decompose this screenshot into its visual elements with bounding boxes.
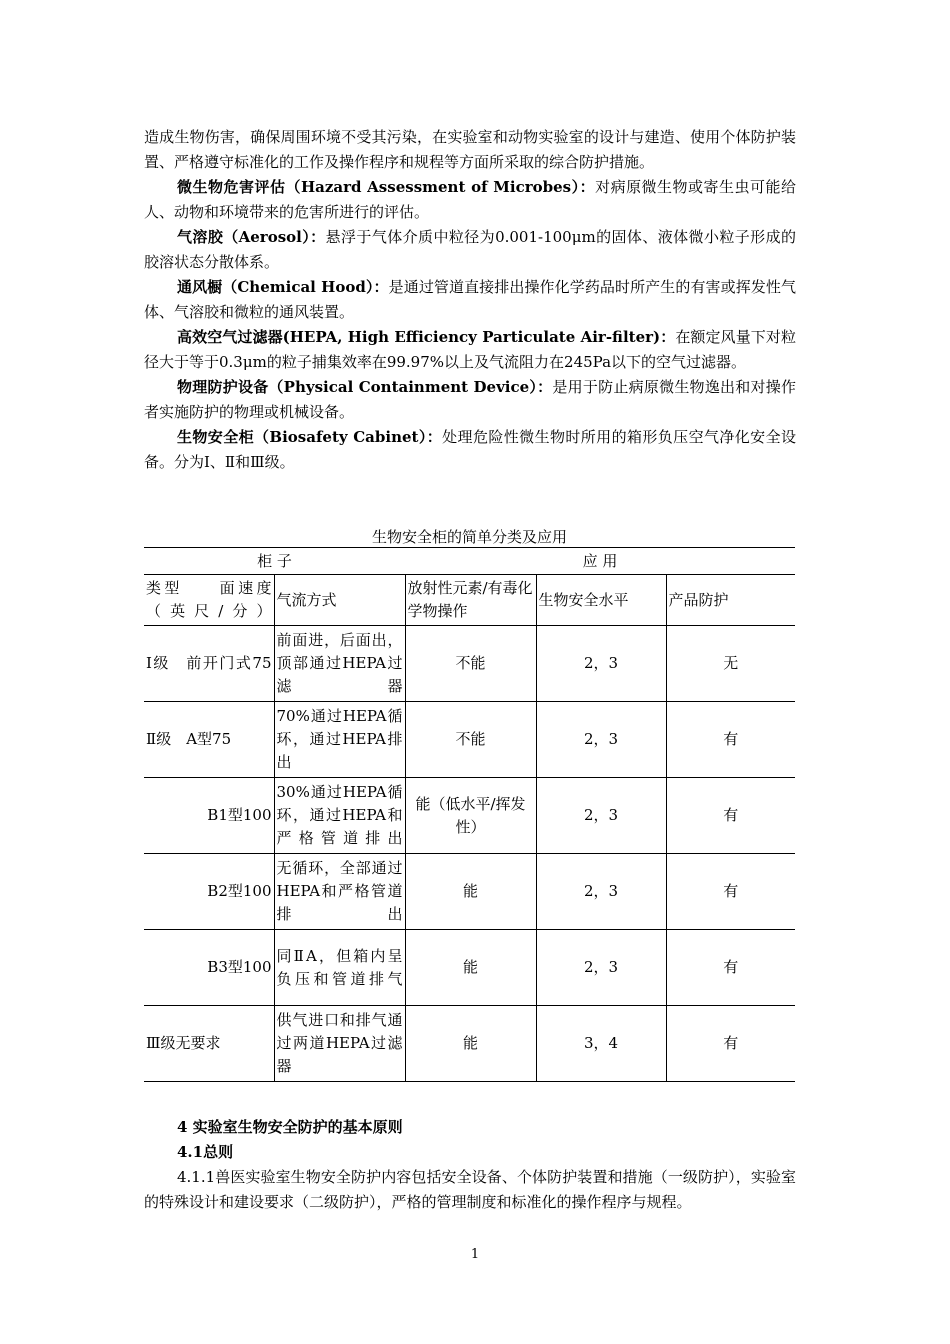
header-radioactive-toxic: 放射性元素/有毒化学物操作 <box>405 575 536 626</box>
cell-protection: 有 <box>666 854 795 930</box>
definition-term: 气溶胶（Aerosol）： <box>177 228 326 246</box>
cell-radioactive: 能 <box>405 854 536 930</box>
section-heading: 4 实验室生物安全防护的基本原则 <box>177 1118 403 1136</box>
cell-type: Ⅰ级 前开门式75 <box>144 626 274 702</box>
table-row <box>144 930 795 1006</box>
group-header-application: 应 用 <box>405 548 795 575</box>
cell-airflow: 供气进口和排气通过两道HEPA过滤器 <box>274 1006 405 1082</box>
cell-airflow: 无循环，全部通过HEPA和严格管道排出 <box>274 854 405 930</box>
cell-type: Ⅲ级无要求 <box>144 1006 274 1082</box>
header-biosafety-level: 生物安全水平 <box>536 575 666 626</box>
section-4 <box>144 1115 796 1215</box>
definition-term: 高效空气过滤器(HEPA, High Efficiency Particulate Air-filter)： <box>177 328 676 346</box>
definition-text: 是用于防止病原微生物逸出和对操作者实施防护的物理或机械设备。 <box>144 378 796 421</box>
table-row <box>144 778 795 854</box>
cell-radioactive: 不能 <box>405 702 536 778</box>
cell-airflow: 30%通过HEPA循环，通过HEPA和严格管道排出 <box>274 778 405 854</box>
cell-type: B1型100 <box>144 778 274 854</box>
cell-airflow: 同ⅡA，但箱内呈负压和管道排气 <box>274 930 405 1006</box>
cell-protection: 有 <box>666 702 795 778</box>
table-row <box>144 626 795 702</box>
group-header-cabinet: 柜 子 <box>144 548 405 575</box>
cell-protection: 有 <box>666 930 795 1006</box>
definition-text: 处理危险性微生物时所用的箱形负压空气净化安全设备。分为Ⅰ、Ⅱ和Ⅲ级。 <box>144 428 796 471</box>
definition-text: 对病原微生物或寄生虫可能给人、动物和环境带来的危害所进行的评估。 <box>144 178 796 221</box>
definition-text: 是通过管道直接排出操作化学药品时所产生的有害或挥发性气体、气溶胶和微粒的通风装置。 <box>144 278 796 321</box>
cell-level: 2，3 <box>536 854 666 930</box>
table-row <box>144 854 795 930</box>
cell-radioactive: 能 <box>405 1006 536 1082</box>
table-header-row <box>144 575 795 626</box>
definition-term: 生物安全柜（Biosafety Cabinet）： <box>177 428 443 446</box>
biosafety-cabinet-table <box>144 547 795 1082</box>
cell-level: 2，3 <box>536 778 666 854</box>
table-row <box>144 1006 795 1082</box>
definition-microbe-hazard <box>144 175 796 225</box>
definition-text: 在额定风量下对粒径大于等于0.3μm的粒子捕集效率在99.97%以上及气流阻力在245Pa以下的空气过滤器。 <box>144 328 796 371</box>
definition-biosafety-cabinet <box>144 425 796 475</box>
cell-radioactive: 不能 <box>405 626 536 702</box>
subsection-heading: 4.1总则 <box>177 1143 234 1161</box>
definition-chemical-hood <box>144 275 796 325</box>
definition-term: 通风橱（Chemical Hood）： <box>177 278 389 296</box>
intro-paragraph: 造成生物伤害，确保周围环境不受其污染，在实验室和动物实验室的设计与建造、使用个体防护装置、严格遵守标准化的工作及操作程序和规程等方面所采取的综合防护措施。 <box>144 128 796 171</box>
cell-radioactive: 能 <box>405 930 536 1006</box>
cell-protection: 无 <box>666 626 795 702</box>
definition-physical-containment <box>144 375 796 425</box>
definition-text: 悬浮于气体介质中粒径为0.001-100μm的固体、液体微小粒子形成的胶溶状态分散体系。 <box>144 228 796 271</box>
header-type-speed: 类型 面速度（英尺/分） <box>144 575 274 626</box>
cell-airflow: 70%通过HEPA循环，通过HEPA排出 <box>274 702 405 778</box>
cell-radioactive: 能（低水平/挥发性） <box>405 778 536 854</box>
cell-level: 2，3 <box>536 930 666 1006</box>
definition-hepa <box>144 325 796 375</box>
cell-airflow: 前面进，后面出，顶部通过HEPA过滤器 <box>274 626 405 702</box>
table-group-header-row <box>144 548 795 575</box>
cell-type: Ⅱ级 A型75 <box>144 702 274 778</box>
cell-protection: 有 <box>666 778 795 854</box>
definition-term: 微生物危害评估（Hazard Assessment of Microbes）： <box>177 178 596 196</box>
cell-type: B2型100 <box>144 854 274 930</box>
section-paragraph: 4.1.1兽医实验室生物安全防护内容包括安全设备、个体防护装置和措施（一级防护），实验室的特殊设计和建设要求（二级防护），严格的管理制度和标准化的操作程序与规程。 <box>144 1168 796 1211</box>
definition-aerosol <box>144 225 796 275</box>
header-airflow: 气流方式 <box>274 575 405 626</box>
table-row <box>144 702 795 778</box>
cell-type: B3型100 <box>144 930 274 1006</box>
cell-level: 3，4 <box>536 1006 666 1082</box>
cell-level: 2，3 <box>536 702 666 778</box>
cell-protection: 有 <box>666 1006 795 1082</box>
definition-term: 物理防护设备（Physical Containment Device）： <box>177 378 553 396</box>
cell-level: 2，3 <box>536 626 666 702</box>
table-caption: 生物安全柜的简单分类及应用 <box>371 528 567 546</box>
intro-section <box>144 125 796 475</box>
header-product-protection: 产品防护 <box>666 575 795 626</box>
page-number: 1 <box>470 1247 480 1262</box>
